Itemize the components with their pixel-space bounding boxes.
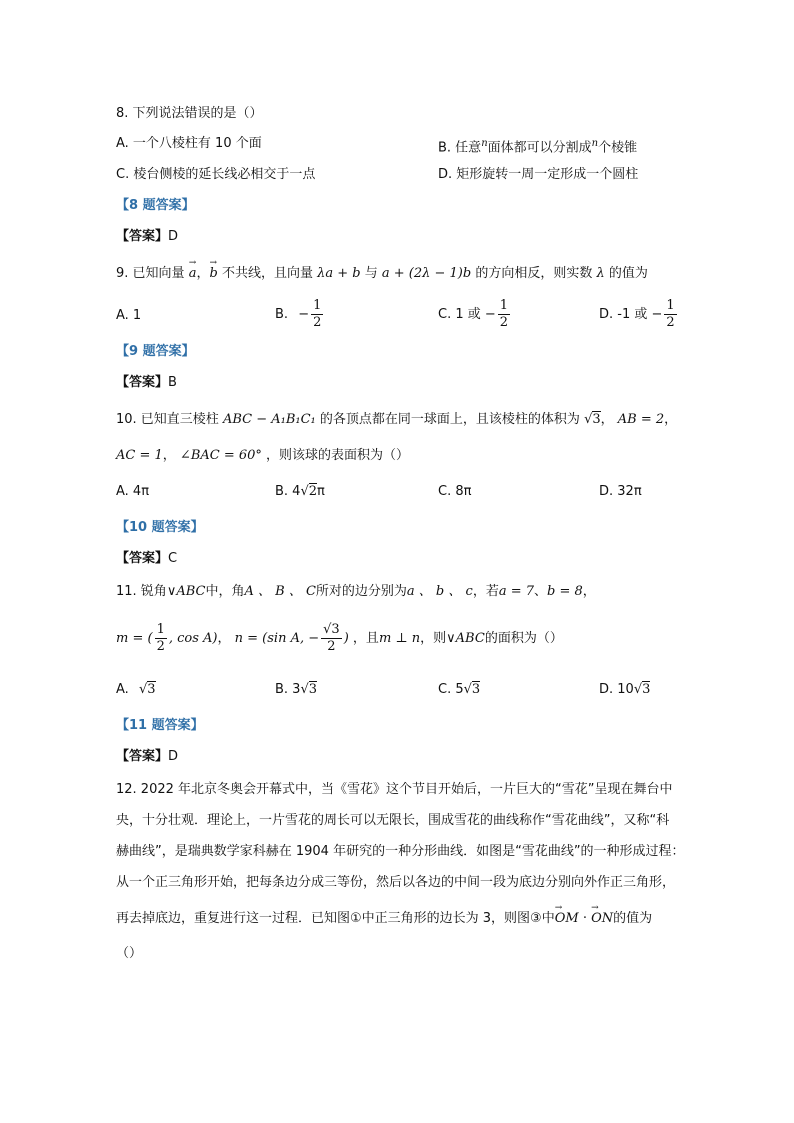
q9-frac-num: 1	[313, 298, 322, 313]
q8-option-c: C. 棱台侧棱的延长线必相交于一点	[116, 167, 316, 182]
q8-option-d: D. 矩形旋转一周一定形成一个圆柱	[438, 167, 639, 182]
q11-answer-value: D	[168, 749, 179, 764]
q10-stem-line1	[116, 410, 677, 430]
q8-answer-label: 【答案】	[116, 229, 169, 244]
q9-option-d-frac	[664, 298, 676, 331]
q11-n-eq: n = (sin A, −	[234, 631, 320, 646]
q8-answer-value: D	[168, 229, 179, 244]
q9-stem-pre: 9. 已知向量	[116, 266, 185, 281]
q8-option-b-pre: B. 任意	[438, 140, 482, 156]
q8-answer-tag: 【8 题答案】	[116, 198, 195, 213]
q12-line6: （）	[116, 946, 143, 961]
q11-option-d	[599, 680, 650, 700]
q11-option-c-sqrt: √3	[463, 682, 481, 697]
q11-option-b-sqrt: √3	[300, 682, 318, 697]
q11-option-a-sqrt: √3	[138, 682, 156, 697]
q8-option-b	[438, 134, 637, 158]
q10-option-b-post: π	[317, 484, 325, 499]
q9-sep: ，	[196, 266, 210, 281]
q9-answer-value: B	[168, 375, 177, 390]
q10-stem-tail: ，	[664, 412, 678, 427]
q10-option-c: C. 8π	[438, 484, 472, 499]
q9-frac-num: 1	[499, 298, 509, 313]
q9-lambda: λ	[596, 266, 605, 281]
q9-stem	[116, 264, 648, 284]
q10-ac: AC = 1	[116, 448, 163, 463]
q11-m-frac	[155, 622, 167, 655]
q9-answer-label: 【答案】	[116, 375, 169, 390]
q11-stem-line2: m = ( $\frac{1}{2}$ , cos A)， n = (sin A, − $\frac{√3}{2}$ ) ，且m ⊥ n，则∨ABC的面积为（）	[116, 622, 563, 654]
q12-line5	[116, 909, 652, 929]
q9-frac-den: 2	[499, 315, 509, 330]
q12-line5-pre: 再去掉底边，重复进行这一过程．已知图①中正三角形的边长为 3，则图③中	[116, 911, 555, 926]
q11-option-b-rad: 3	[308, 682, 318, 697]
q10-answer	[116, 549, 177, 569]
q8-option-b-var2: n	[591, 138, 599, 149]
q11-stem-end: ，	[582, 584, 596, 599]
q11-cond-pre: ，且	[352, 631, 379, 646]
q9-option-d	[599, 298, 679, 331]
q10-volume-rad: 3	[592, 412, 601, 427]
q11-stem-line1	[116, 582, 596, 602]
q11-n-post: )	[343, 631, 349, 646]
q10-stem-end: ，则该球的表面积为（）	[266, 448, 410, 463]
q11-n-rad: 3	[331, 622, 340, 637]
q11-cond-end: 的面积为（）	[484, 631, 563, 646]
q12-line4: 从一个正三角形开始，把每条边分成三等份，然后以各边的中间一段为底边分别向外作正三角形，	[116, 875, 676, 890]
q11-answer-tag: 【11 题答案】	[116, 718, 204, 733]
q10-angle: ∠BAC = 60°	[179, 448, 262, 463]
q11-option-c	[438, 680, 480, 700]
q11-b-value: b = 8	[547, 584, 583, 599]
q9-vector-b: → b	[209, 264, 217, 284]
q11-stem-mid2: 所对的边分别为	[315, 584, 407, 599]
q9-stem-end: 的值为	[608, 266, 648, 281]
q9-option-b-label: B.	[275, 307, 289, 322]
q11-m-num: 1	[156, 622, 165, 637]
q10-prism: ABC − A₁B₁C₁	[222, 412, 316, 427]
q8-option-b-post: 个棱锥	[598, 140, 638, 156]
q10-answer-label: 【答案】	[116, 551, 169, 566]
q9-option-b-frac	[311, 298, 323, 331]
q9-frac-den: 2	[666, 315, 675, 330]
q10-option-b-label: B. 4	[275, 484, 301, 499]
q11-n-frac	[321, 622, 342, 655]
q11-option-d-sqrt: √3	[633, 682, 651, 697]
q11-m-den: 2	[156, 639, 165, 654]
q11-sides: a 、 b 、 c	[406, 584, 473, 599]
q10-answer-tag: 【10 题答案】	[116, 520, 204, 535]
q10-option-b-rad: 2	[308, 484, 318, 499]
q11-m-eq: m = (	[116, 631, 153, 646]
q11-option-b	[275, 680, 317, 700]
q11-triangle: ∨ABC	[166, 584, 206, 599]
q9-expr1: λa + b	[317, 266, 361, 281]
q11-triangle-2: ∨ABC	[446, 631, 485, 646]
q8-answer	[116, 227, 178, 247]
q11-angles: A 、 B 、 C	[244, 584, 316, 599]
q9-option-d-label: D. -1 或 −	[599, 307, 663, 322]
q10-stem-mid: 的各顶点都在同一球面上，且该棱柱的体积为	[319, 412, 580, 427]
q9-with: 与	[364, 266, 378, 281]
q9-answer-tag: 【9 题答案】	[116, 344, 195, 359]
q9-vector-a: → a	[189, 264, 197, 284]
q9-frac-num: 1	[666, 298, 675, 313]
q12-line2: 央，十分壮观．理论上，一片雪花的周长可以无限长，围成雪花的曲线称作“雪花曲线”，又称“科	[116, 813, 670, 828]
q10-ab: AB = 2	[617, 412, 665, 427]
q11-answer-label: 【答案】	[116, 749, 169, 764]
q11-answer	[116, 747, 178, 767]
q10-stem-pre: 10. 已知直三棱柱	[116, 412, 219, 427]
q8-option-b-var: n	[481, 138, 488, 149]
q10-stem-mid2: ，	[600, 412, 614, 427]
q9-option-b-sign: −	[298, 307, 310, 322]
q11-a-value: a = 7	[498, 584, 535, 599]
q11-option-d-rad: 3	[642, 682, 651, 697]
q8-option-a: A. 一个八棱柱有 10 个面	[116, 136, 262, 151]
q10-option-b	[275, 482, 325, 502]
q12-vector-om: → OM	[555, 909, 579, 929]
q9-option-c	[438, 298, 512, 331]
q10-option-b-sqrt: √2	[300, 484, 318, 499]
q9-expr2: a + (2λ − 1)b	[381, 266, 472, 281]
q11-option-a-rad: 3	[147, 682, 156, 697]
q11-option-d-label: D. 10	[599, 682, 634, 697]
q11-option-c-rad: 3	[471, 682, 481, 697]
q11-sep: 、	[534, 584, 548, 599]
q9-stem-post: 的方向相反，则实数	[475, 266, 593, 281]
q11-n-num: √3	[323, 622, 340, 637]
q9-option-c-frac	[498, 298, 510, 331]
q11-stem-mid: 中，角	[205, 584, 245, 599]
q11-stem-mid3: ，若	[472, 584, 499, 599]
q8-option-b-mid: 面体都可以分割成	[487, 140, 592, 156]
q11-m-post: , cos A)	[168, 631, 218, 646]
q9-option-a: A. 1	[116, 308, 142, 323]
q9-stem-mid: 不共线，且向量	[221, 266, 313, 281]
q10-option-a: A. 4π	[116, 484, 150, 499]
q10-answer-value: C	[168, 551, 178, 566]
q10-option-d: D. 32π	[599, 484, 642, 499]
q12-line1: 12. 2022 年北京冬奥会开幕式中，当《雪花》这个节目开始后，一片巨大的“雪花”呈现在舞台中	[116, 782, 673, 797]
q9-answer	[116, 373, 177, 393]
q12-vector-on: → ON	[591, 909, 613, 929]
q8-stem: 8. 下列说法错误的是（）	[116, 106, 263, 121]
q11-stem-pre: 11. 锐角	[116, 584, 167, 599]
q12-line5-post: 的值为	[613, 911, 653, 926]
q9-frac-den: 2	[313, 315, 322, 330]
q12-line3: 赫曲线”，是瑞典数学家科赫在 1904 年研究的一种分形曲线．如图是“雪花曲线”的一种形成过程：	[116, 844, 685, 859]
q9-option-c-label: C. 1 或 −	[438, 307, 496, 322]
q11-option-a	[116, 680, 156, 700]
q11-option-c-label: C. 5	[438, 682, 464, 697]
q11-option-b-label: B. 3	[275, 682, 301, 697]
q11-option-a-label: A.	[116, 682, 129, 697]
q11-cond-post: ，则	[420, 631, 447, 646]
q9-option-b	[275, 298, 325, 331]
q11-cond: m ⊥ n	[378, 631, 421, 646]
q11-n-den: 2	[327, 639, 336, 654]
q10-volume: √3	[584, 412, 601, 427]
q10-stem-line2: AC = 1， ∠BAC = 60° ，则该球的表面积为（）	[116, 448, 410, 463]
q12-dot: ·	[578, 911, 592, 926]
